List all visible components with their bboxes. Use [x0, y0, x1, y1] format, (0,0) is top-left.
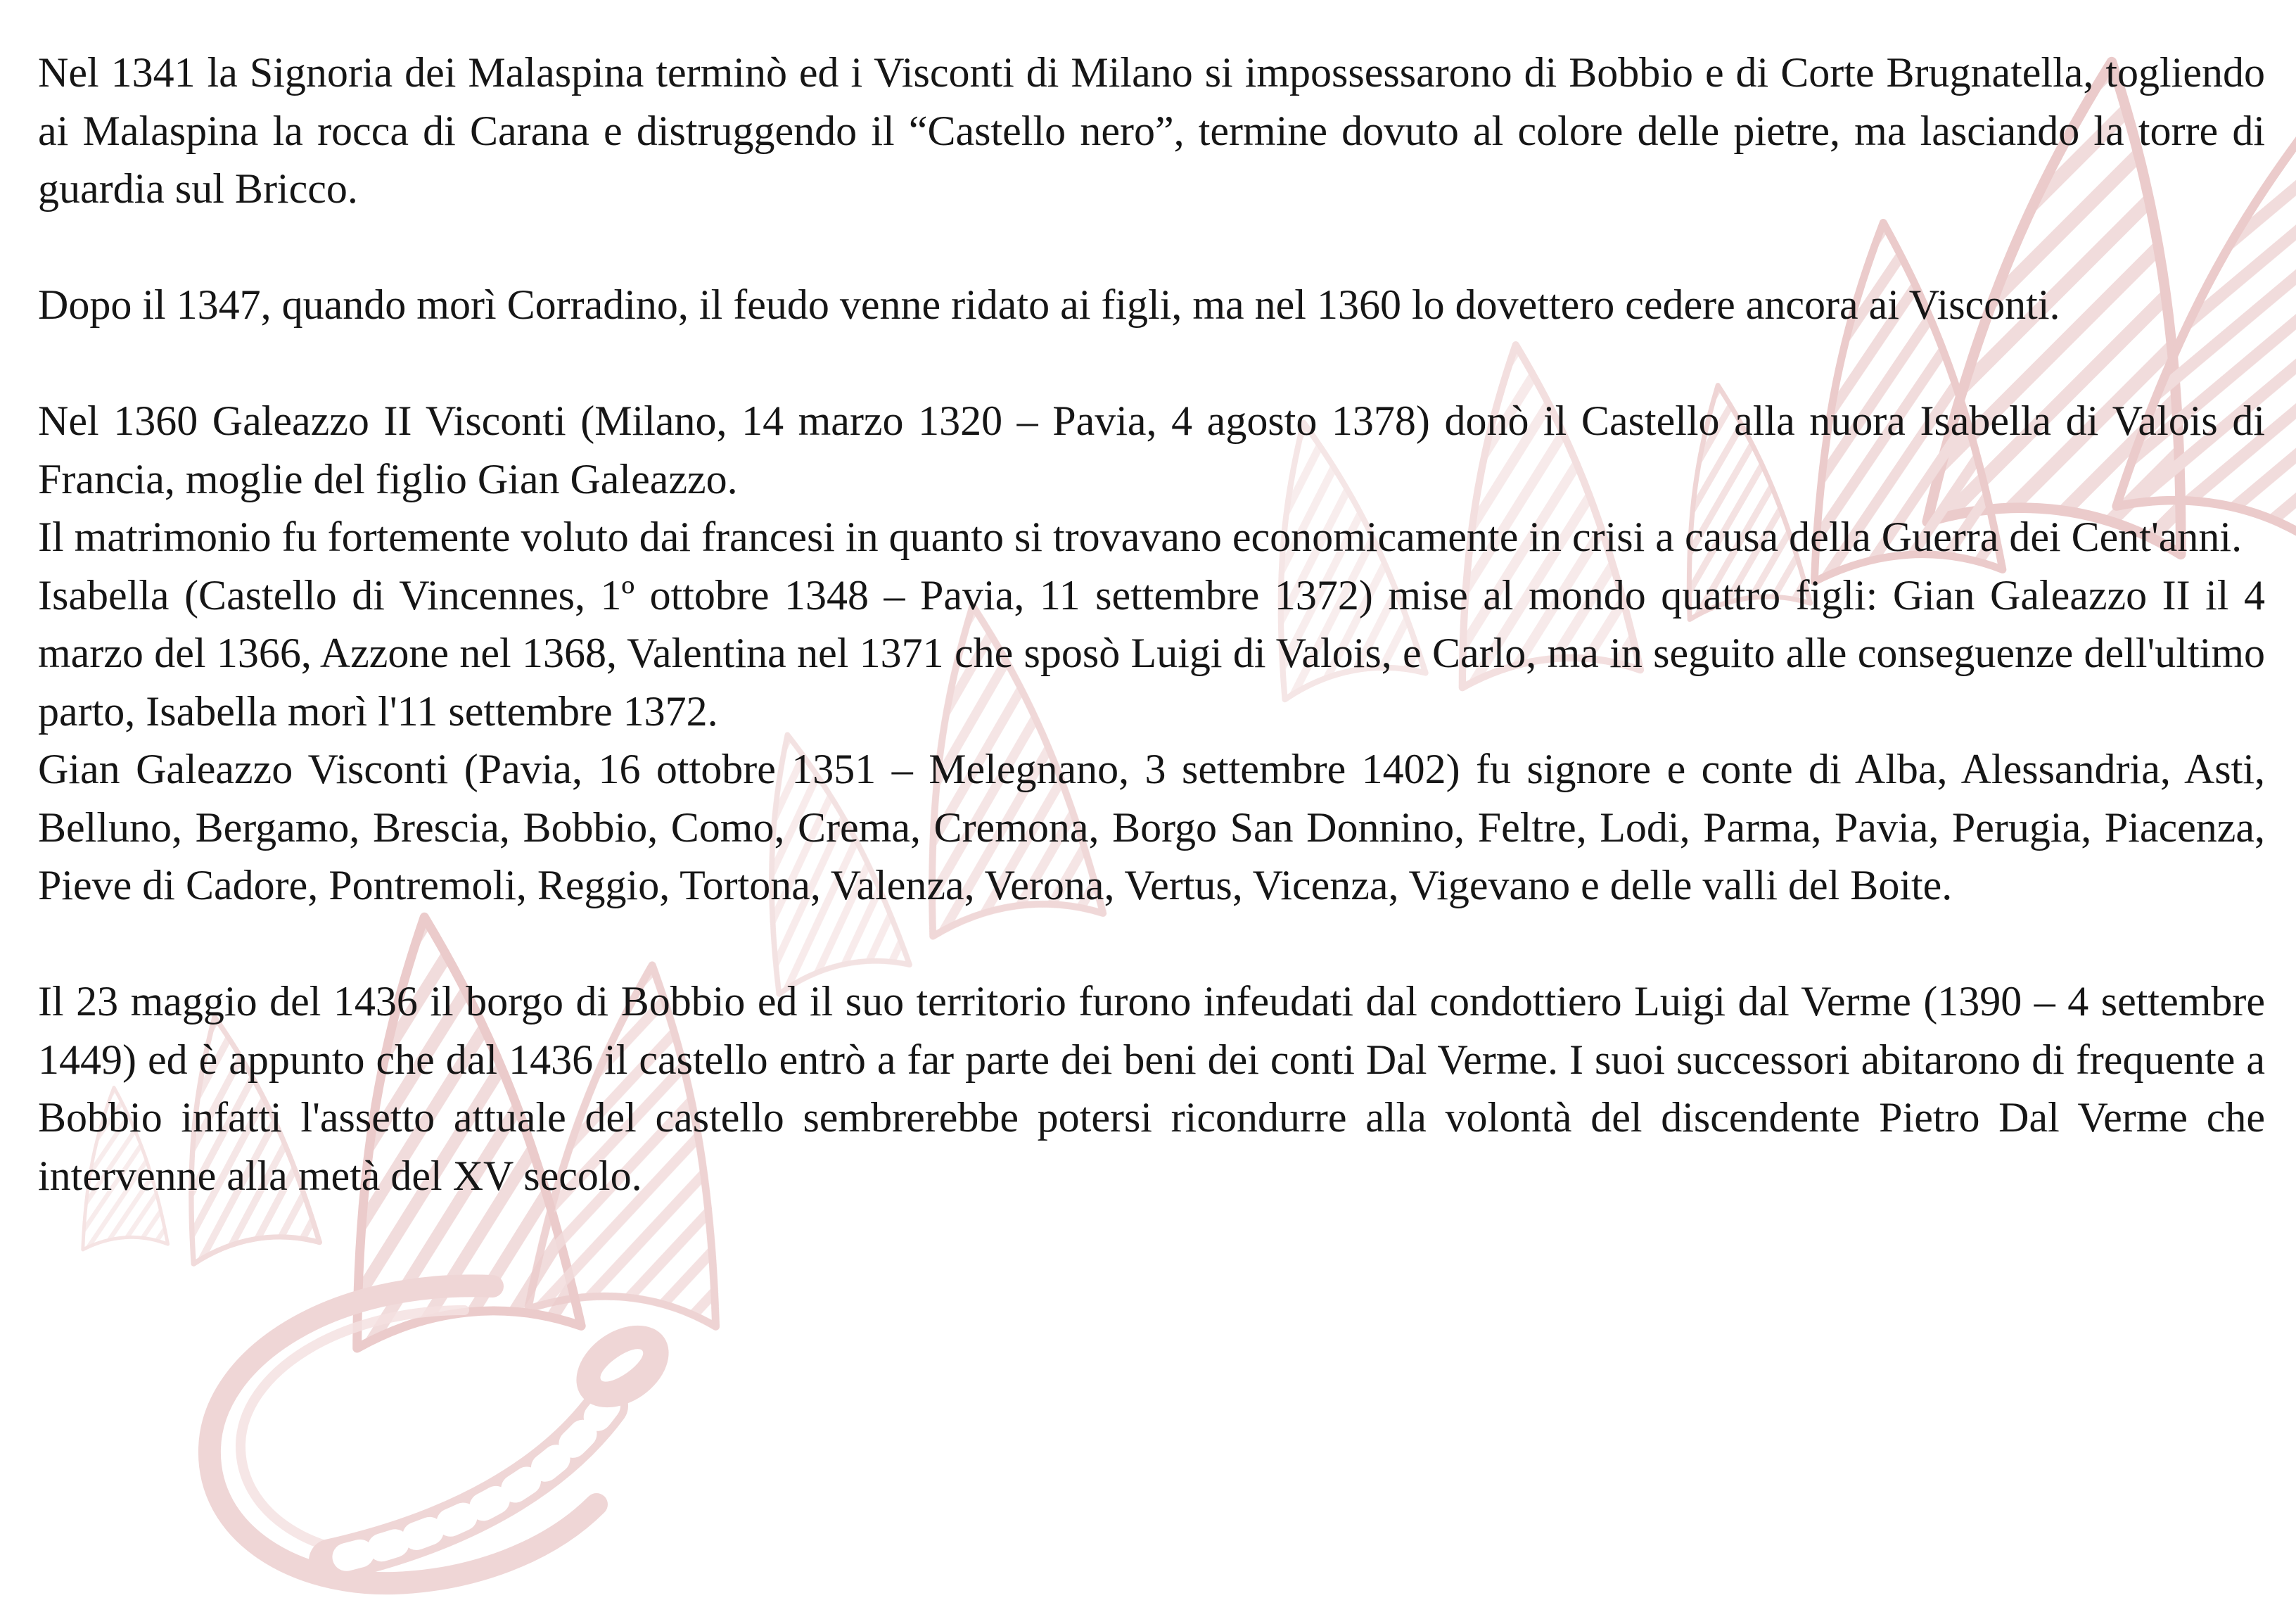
paragraph: Il 23 maggio del 1436 il borgo di Bobbio ed il suo territorio furono infeudati dal condottiero Luigi dal Verme (1390 – 4 settembre 1449) ed è appunto che dal 1436 il castello entrò a far parte dei beni dei conti Dal Verme. I suoi successori abitarono di frequente a Bobbio infatti l'assetto attuale del castello sembrerebbe potersi ricondurre alla volontà del discendente Pietro Dal Verme che intervenne alla metà del XV secolo.	[38, 978, 2265, 1199]
paragraph: Nel 1341 la Signoria dei Malaspina terminò ed i Visconti di Milano si impossessarono di Bobbio e di Corte Brugnatella, togliendo ai Malaspina la rocca di Carana e distruggendo il “Castello nero”, termine dovuto al colore delle pietre, ma lasciando la torre di guardia sul Bricco.	[38, 49, 2265, 212]
paragraph: Nel 1360 Galeazzo II Visconti (Milano, 14 marzo 1320 – Pavia, 4 agosto 1378) donò il Castello alla nuora Isabella di Valois di Francia, moglie del figlio Gian Galeazzo.	[38, 398, 2265, 502]
paragraph: Isabella (Castello di Vincennes, 1º ottobre 1348 – Pavia, 11 settembre 1372) mise al mondo quattro figli: Gian Galeazzo II il 4 marzo del 1366, Azzone nel 1368, Valentina nel 1371 che sposò Luigi di Valois, e Carlo, ma in seguito alle conseguenze dell'ultimo parto, Isabella morì l'11 settembre 1372.	[38, 571, 2265, 735]
paragraph-group	[38, 972, 2265, 1205]
paragraph: Il matrimonio fu fortemente voluto dai francesi in quanto si trovavano economicamente in crisi a causa della Guerra dei Cent'anni.	[38, 514, 2243, 560]
document-text	[38, 44, 2265, 1205]
paragraph-group	[38, 392, 2265, 915]
paragraph-group	[38, 276, 2265, 334]
paragraph: Gian Galeazzo Visconti (Pavia, 16 ottobre 1351 – Melegnano, 3 settembre 1402) fu signore e conte di Alba, Alessandria, Asti, Belluno, Bergamo, Brescia, Bobbio, Como, Crema, Cremona, Borgo San Donnino, Feltre, Lodi, Parma, Pavia, Perugia, Piacenza, Pieve di Cadore, Pontremoli, Reggio, Tortona, Valenza, Verona, Vertus, Vicenza, Vigevano e delle valli del Boite.	[38, 746, 2265, 908]
paragraph-group	[38, 44, 2265, 218]
watermark-swirl-shape	[210, 1286, 684, 1583]
paragraph: Dopo il 1347, quando morì Corradino, il feudo venne ridato ai figli, ma nel 1360 lo dovettero cedere ancora ai Visconti.	[38, 281, 2060, 328]
